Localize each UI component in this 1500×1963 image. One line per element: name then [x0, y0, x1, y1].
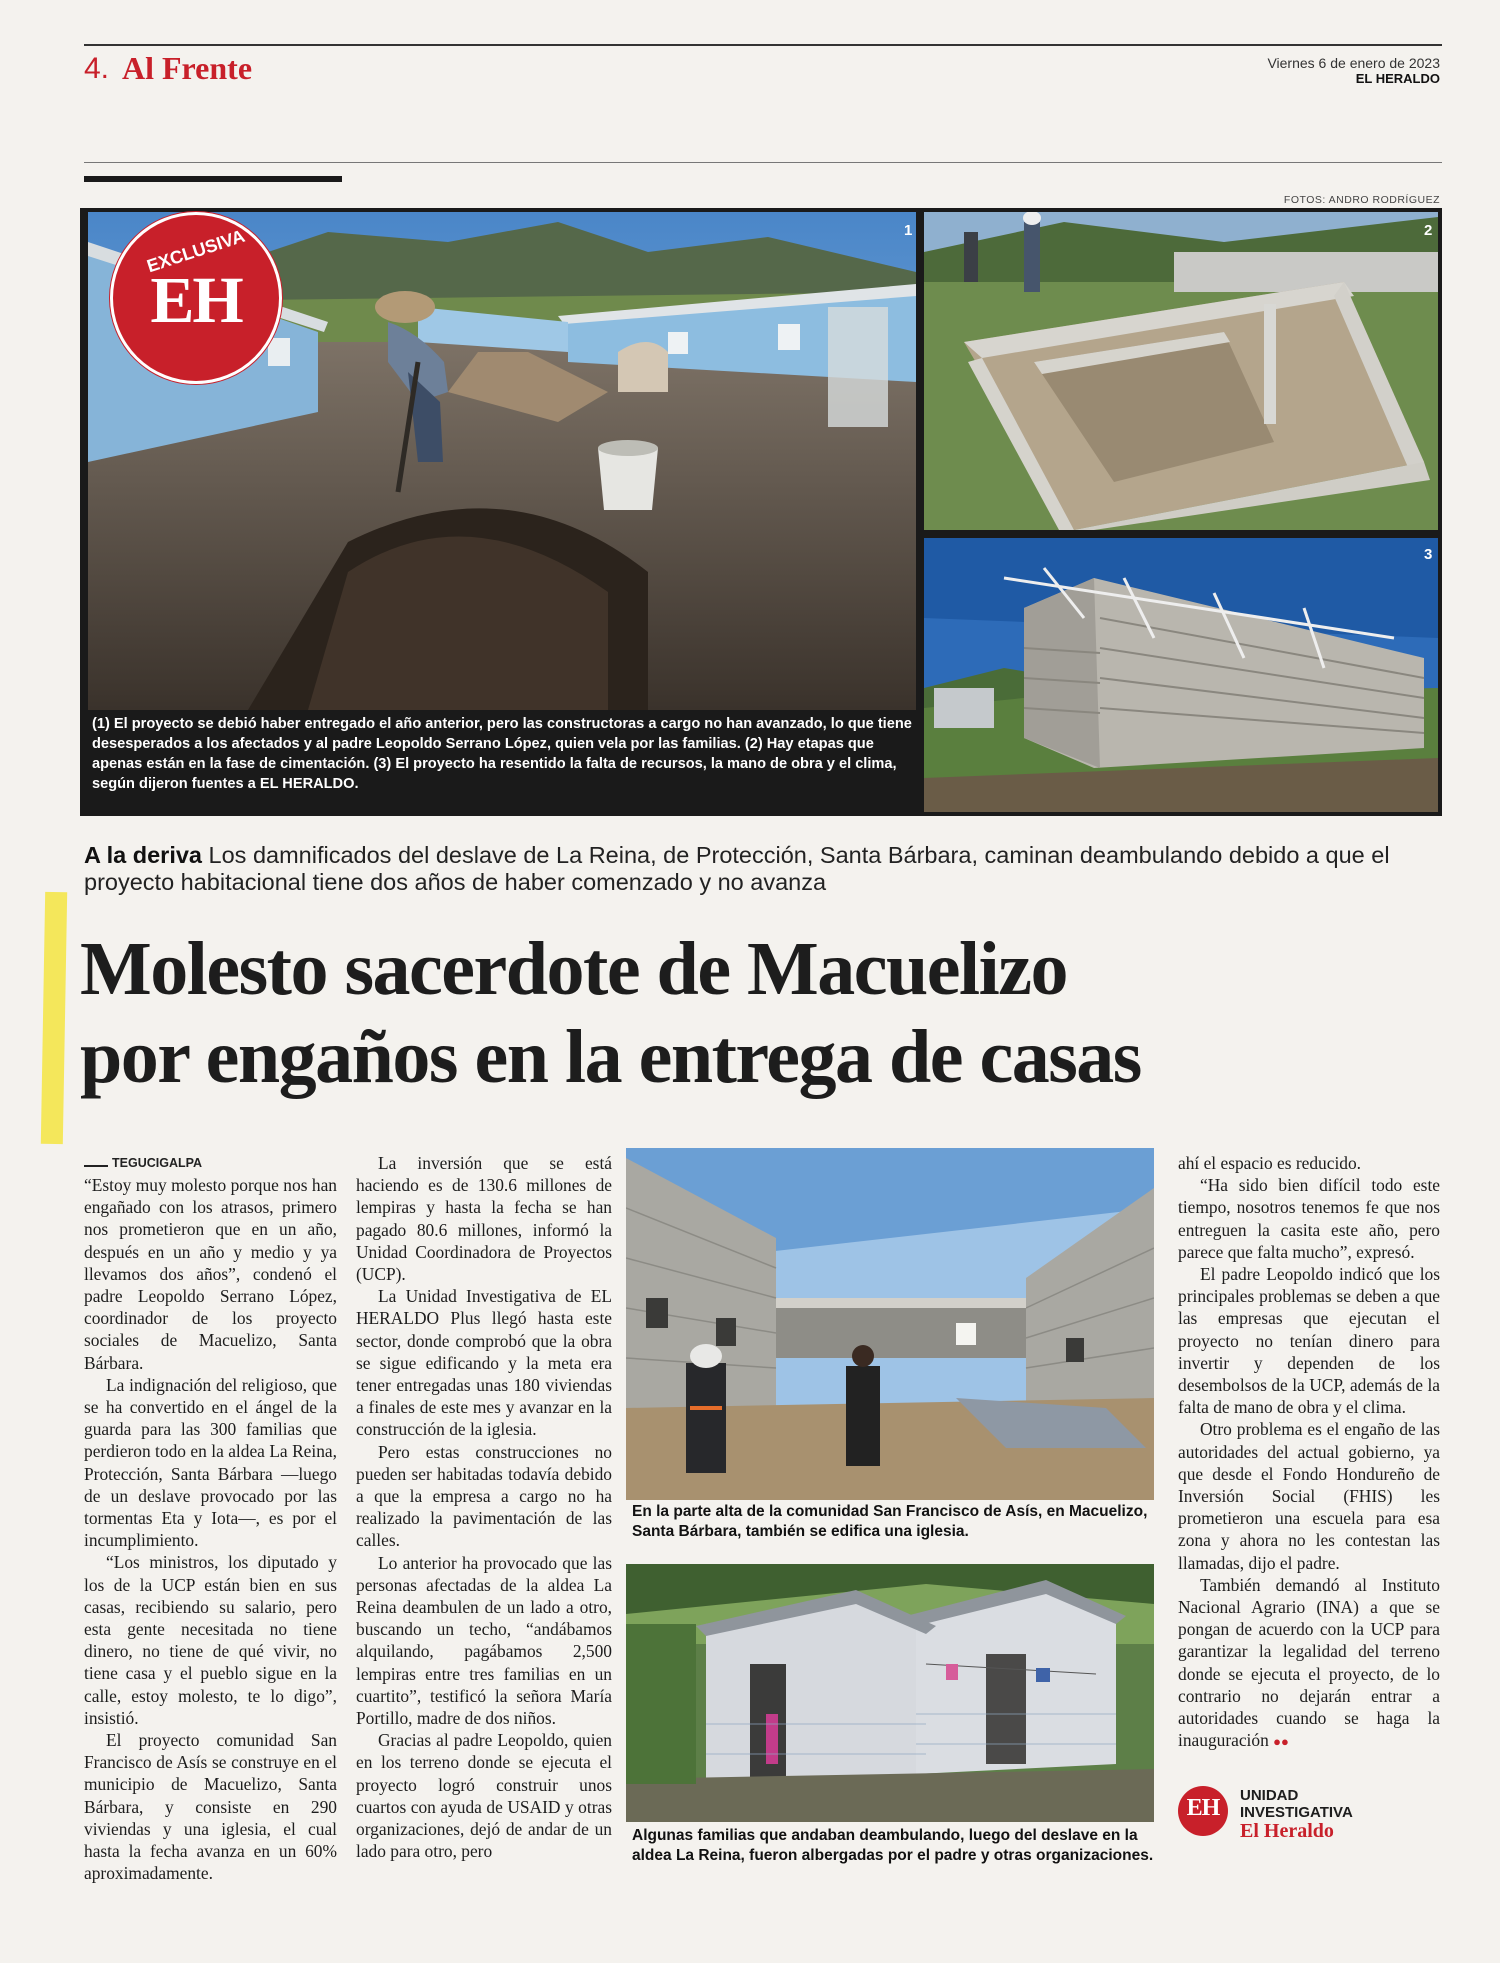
paragraph: El padre Leopoldo indicó que los principales problemas se deben a que las empresas que ejecutan el proyecto no tenían dinero para invertir y dependen de los desembolsos de la UCP, además de la falta de mano de obra y el clima.: [1178, 1264, 1440, 1418]
photo-number-2: 2: [1424, 222, 1433, 239]
dateline-rule: [84, 1165, 108, 1167]
photo-church-construction: [626, 1148, 1154, 1500]
highlighter-mark: [41, 892, 67, 1144]
paragraph: Pero estas construcciones no pueden ser habitadas todavía debido a que la empresa a cargo no ha realizado la pavimentación de las calles.: [356, 1441, 612, 1551]
kicker-label: A la deriva: [84, 842, 202, 868]
header-rule-top: [84, 44, 1442, 46]
paragraph: El proyecto comunidad San Francisco de Asís se construye en el municipio de Macuelizo, Santa Bárbara, y consiste en 290 viviendas y una iglesia, el cual hasta la fecha avanza en un 60% aproximadamente.: [84, 1730, 337, 1884]
exclusive-badge: [110, 212, 282, 384]
exclusive-label: EXCLUSIVA: [144, 225, 248, 277]
headline-line-2: por engaños en la entrega de casas: [80, 1015, 1141, 1099]
paragraph: “Los ministros, los diputado y los de la UCP están bien en sus casas, recibiendo su salario, pero esta gente necesitada no tiene dinero, no tiene de qué vivir, no tiene casa y el pueblo sigue en la calle, estoy molesto, te lo digo”, insistió.: [84, 1552, 337, 1728]
article-column-3: [1178, 1152, 1440, 1753]
photo-foundations: [924, 212, 1438, 530]
unit-line-3: El Heraldo: [1240, 1820, 1334, 1842]
unit-logo-text: EH: [1186, 1795, 1220, 1821]
end-mark-icon: ●●: [1273, 1734, 1289, 1750]
church-photo-caption: En la parte alta de la comunidad San Francisco de Asís, en Macuelizo, Santa Bárbara, también se edifica una iglesia.: [632, 1503, 1148, 1540]
unit-line-2: INVESTIGATIVA: [1240, 1804, 1353, 1821]
paragraph: Otro problema es el engaño de las autoridades del actual gobierno, ya que desde el Fondo Hondureño de Inversión Social (FHIS) les prometieron una escuela para esa zona y ahora no les contestan las llamadas, dijo el padre.: [1178, 1419, 1440, 1573]
photo-number-3: 3: [1424, 546, 1433, 563]
photo-usaid-shelters: [626, 1564, 1154, 1822]
shelter-photo-caption: Algunas familias que andaban deambulando, luego del deslave en la aldea La Reina, fueron albergadas por el padre y otras organizaciones.: [632, 1827, 1154, 1864]
unit-logo: [1178, 1786, 1228, 1836]
section-accent-bar: [84, 176, 342, 182]
photo-number-1: 1: [904, 222, 913, 239]
paragraph: Lo anterior ha provocado que las personas afectadas de la aldea La Reina deambulen de un lado a otro, buscando un techo, “andábamos alquilando, pagábamos 2,500 lempiras entre tres familias en un cuartito”, testificó la señora María Portillo, madre de dos niños.: [356, 1552, 612, 1729]
paragraph: [1178, 1574, 1440, 1754]
eh-logo: EH: [150, 264, 242, 337]
photo-credit: FOTOS: ANDRO RODRÍGUEZ: [1283, 194, 1440, 206]
paragraph: ahí el espacio es reducido.: [1178, 1153, 1362, 1173]
paragraph: La Unidad Investigativa de EL HERALDO Plus llegó hasta este sector, donde comprobó que la obra se sigue edificando y la meta era tener entregadas unas 180 viviendas a finales de este mes y avanzar en la construcción de la iglesia.: [356, 1286, 612, 1440]
photo-block-house: [924, 538, 1438, 812]
paragraph: “Estoy muy molesto porque nos han engañado con los atrasos, primero nos prometieron que en un año, después en un año y medio y ya llevamos dos años”, condenó el padre Leopoldo Serrano López, coordinador de los proyecto sociales de Macuelizo, Santa Bárbara.: [84, 1175, 337, 1373]
page-number: 4.: [84, 52, 110, 85]
paragraph: Gracias al padre Leopoldo, quien en los terreno donde se ejecuta el proyecto logró construir unos cuartos con ayuda de USAID y otras organizaciones, dejó de andar de un lado para otro, pero: [356, 1730, 612, 1862]
kicker-text: Los damnificados del deslave de La Reina, de Protección, Santa Bárbara, caminan deambulando debido a que el proyecto habitacional tiene dos años de haber comenzado y no avanza: [84, 842, 1390, 895]
paragraph: “Ha sido bien difícil todo este tiempo, nosotros tenemos fe que nos entreguen la casita este año, pero parece que falta mucho”, expresó.: [1178, 1175, 1440, 1262]
closing-text: También demandó al Instituto Nacional Agrario (INA) a que se pongan de acuerdo con la UCP para garantizar la legalidad del terreno donde se ejecuta el proyecto, de lo contrario no dejarán entrar a autoridades cuando se haga la inauguración: [1178, 1574, 1440, 1751]
header-rule-bottom: [84, 162, 1442, 163]
headline-line-1: Molesto sacerdote de Macuelizo: [80, 927, 1067, 1011]
article-column-1: [84, 1174, 337, 1885]
issue-date: Viernes 6 de enero de 2023: [1267, 55, 1440, 71]
paper-name: EL HERALDO: [1355, 71, 1440, 86]
kicker: [84, 842, 1444, 896]
article-column-2: [356, 1152, 612, 1863]
unit-line-1: UNIDAD: [1240, 1787, 1299, 1804]
paragraph: La inversión que se está haciendo es de 130.6 millones de lempiras y hasta la fecha se han pagado 80.6 millones, informó la Unidad Coordinadora de Proyectos (UCP).: [356, 1153, 612, 1285]
paragraph: La indignación del religioso, que se ha convertido en el ángel de la guarda para las 300 familias que perdieron todo en la aldea La Reina, Protección, Santa Bárbara —luego de un deslave provocado por las tormentas Eta y Iota—, es por el incumplimiento.: [84, 1374, 337, 1551]
top-photo-caption: (1) El proyecto se debió haber entregado el año anterior, pero las constructoras a cargo no han avanzado, lo que tiene desesperados a los afectados y al padre Leopoldo Serrano López, quien vela por las familias. (2) Hay etapas que apenas están en la fase de cimentación. (3) El proyecto ha resentido la falta de recursos, la mano de obra y el clima, según dijeron fuentes a EL HERALDO.: [92, 716, 912, 792]
section-title: Al Frente: [122, 50, 253, 86]
dateline: TEGUCIGALPA: [112, 1156, 203, 1170]
